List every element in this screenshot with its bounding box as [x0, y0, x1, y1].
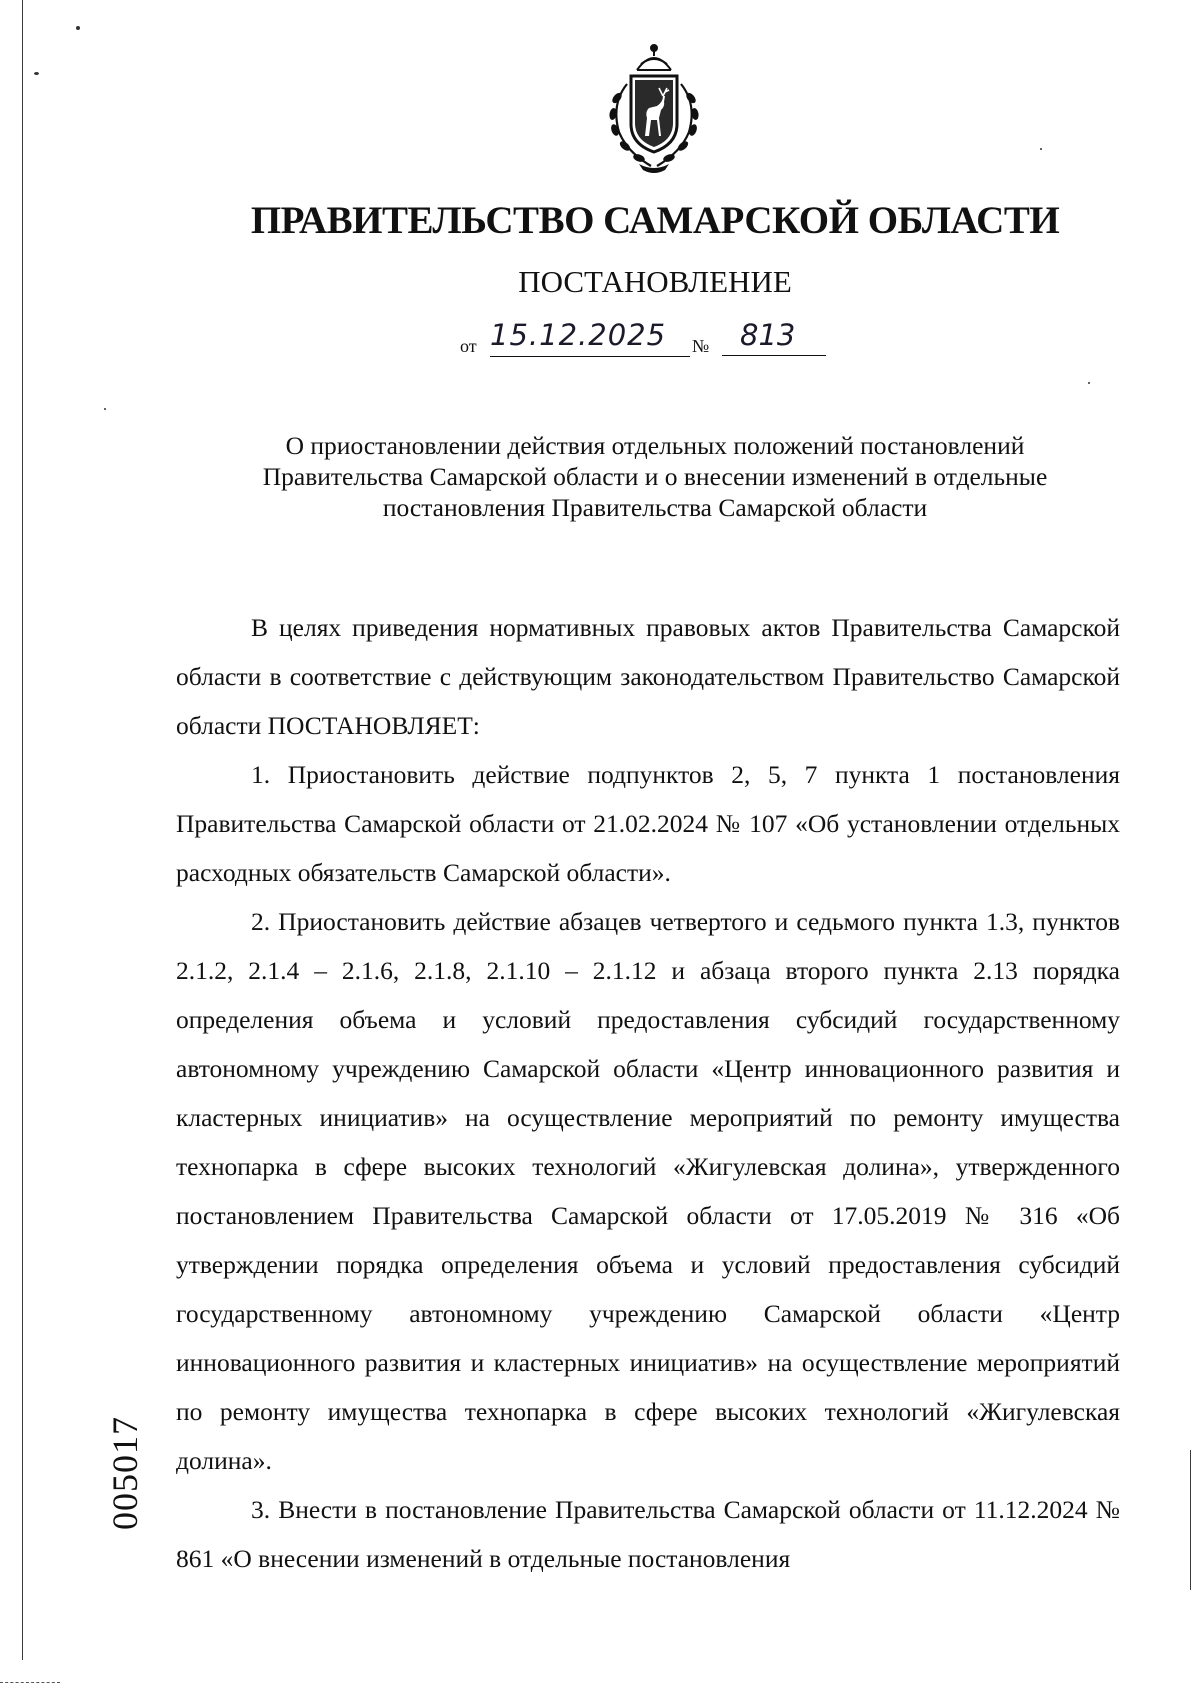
organization-title: ПРАВИТЕЛЬСТВО САМАРСКОЙ ОБЛАСТИ [250, 199, 1060, 242]
document-body [176, 603, 1120, 1583]
scan-bottom-mark [0, 1682, 60, 1684]
side-stamp-number: 005017 [105, 1416, 145, 1530]
subject-line: Правительства Самарской области и о внесении изменений в отдельные [262, 462, 1048, 491]
scan-speck [34, 72, 39, 75]
document-subject [180, 430, 1130, 523]
scan-right-edge [1190, 1450, 1191, 1590]
item-paragraph-1: 1. Приостановить действие подпунктов 2, 5, 7 пункта 1 постановления Правительства Самарской области от 21.02.2024 № 107 «Об установлении отдельных расходных обязательств Самарской области». [176, 760, 1120, 887]
number-sign: № [692, 336, 710, 356]
subject-line: О приостановлении действия отдельных положений постановлений [285, 431, 1025, 460]
subject-line: постановления Правительства Самарской области [382, 493, 928, 522]
scan-speck [76, 26, 80, 30]
scan-left-edge [22, 0, 23, 1660]
item-paragraph-2: 2. Приостановить действие абзацев четвертого и седьмого пункта 1.3, пунктов 2.1.2, 2.1.4 – 2.1.6, 2.1.8, 2.1.10 – 2.1.12 и абзаца второго пункта 2.13 порядка определения объема и условий предоставления субсидий государственному автономному учреждению Самарской области «Центр инновационного развития и кластерных инициатив» на осуществление мероприятий по ремонту имущества технопарка в сфере высоких технологий «Жигулевская долина», утвержденного постановлением Правительства Самарской области от 17.05.2019 № 316 «Об утверждении порядка определения объема и условий предоставления субсидий государственному автономному учреждению Самарской области «Центр инновационного развития и кластерных инициатив» на осуществление мероприятий по ремонту имущества технопарка в сфере высоких технологий «Жигулевская долина». [176, 907, 1120, 1475]
scan-speck [1088, 382, 1090, 384]
item-paragraph-3: 3. Внести в постановление Правительства Самарской области от 11.12.2024 № 861 «О внесении изменений в отдельные постановления [176, 1495, 1120, 1573]
handwritten-date: 15.12.2025 [490, 318, 690, 357]
coat-of-arms-emblem [593, 40, 715, 175]
date-prefix: от [460, 336, 477, 356]
intro-paragraph: В целях приведения нормативных правовых актов Правительства Самарской области в соответствие с действующим законодательством Правительство Самарской области ПОСТАНОВЛЯЕТ: [176, 613, 1120, 740]
handwritten-number: 813 [722, 318, 826, 356]
scan-speck [104, 408, 106, 410]
document-type: ПОСТАНОВЛЕНИЕ [518, 264, 792, 299]
scan-speck [1040, 148, 1042, 150]
